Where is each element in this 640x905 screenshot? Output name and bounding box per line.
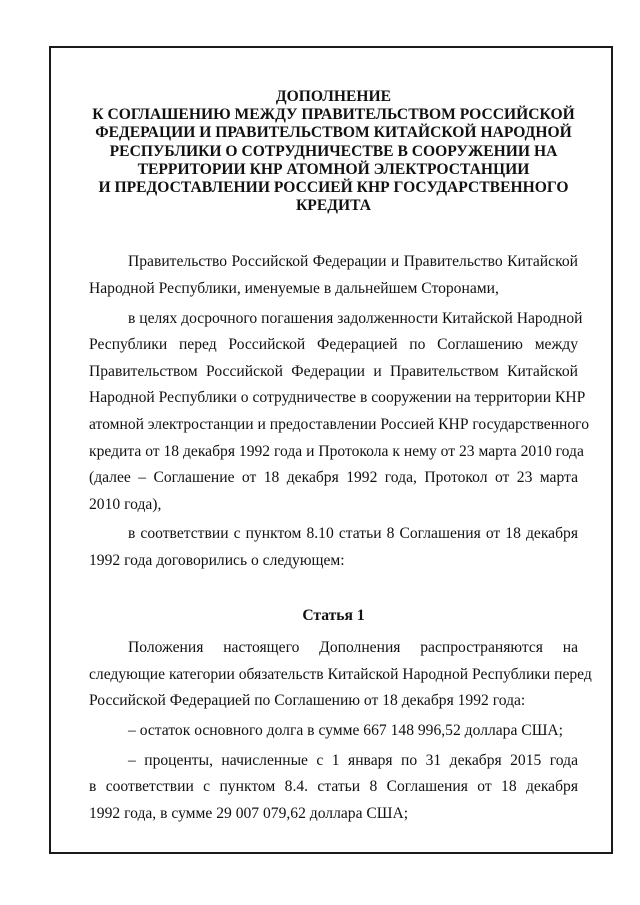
preamble [89,249,592,827]
text-line: 2010 года), [89,495,162,513]
text-line: Положения настоящего Дополнения распространяются на [128,639,578,657]
document-title [89,88,578,215]
text-line: (далее – Соглашение от 18 декабря 1992 года, Протокол от 23 марта [89,469,578,487]
text-line: Российской Федерацией по Соглашению от 18 декабря 1992 года: [89,692,526,710]
text-line: Народной Республики о сотрудничестве в сооружении на территории КНР [89,389,586,407]
title-line: ТЕРРИТОРИИ КНР АТОМНОЙ ЭЛЕКТРОСТАНЦИИ [137,160,530,178]
title-line: КРЕДИТА [296,197,371,215]
article-intro [89,635,592,715]
article-heading: Статья 1 [302,606,365,624]
text-line: в целях досрочного погашения задолженности Китайской Народной [128,309,583,327]
text-line: – остаток основного долга в сумме 667 148 996,52 доллара США; [128,721,564,739]
text-line: в соответствии с пунктом 8.4. статьи 8 Соглашения от 18 декабря [89,778,578,796]
title-line: ФЕДЕРАЦИИ И ПРАВИТЕЛЬСТВОМ КИТАЙСКОЙ НАРОДНОЙ [95,124,572,142]
text-line: в соответствии с пунктом 8.10 статьи 8 Соглашения от 18 декабря [128,525,578,543]
text-line: Правительством Российской Федерации и Правительством Китайской [89,362,578,380]
title-line: РЕСПУБЛИКИ О СОТРУДНИЧЕСТВЕ В СООРУЖЕНИИ НА [109,142,558,160]
text-line: 1992 года, в сумме 29 007 079,62 доллара США; [89,804,409,822]
text-line: следующие категории обязательств Китайской Народной Республики перед [89,665,592,683]
text-line: 1992 года договорились о следующем: [89,551,345,569]
text-line: – проценты, начисленные с 1 января по 31 декабря 2015 года [128,751,578,769]
text-line: Республики перед Российской Федерацией по Соглашению между [89,336,578,354]
preamble-paragraph [89,521,578,574]
text-line: Народной Республики, именуемые в дальнейшем Сторонами, [89,280,499,298]
preamble-paragraph [89,249,578,302]
text-line: атомной электростанции и предоставлении Россией КНР государственного [89,415,589,433]
article-list-item [89,748,578,828]
text-line: кредита от 18 декабря 1992 года и Протокола к нему от 23 марта 2010 года [89,442,584,460]
title-line: И ПРЕДОСТАВЛЕНИИ РОССИЕЙ КНР ГОСУДАРСТВЕННОГО [98,179,569,197]
preamble-paragraph [89,306,589,519]
article-list-item [89,718,578,745]
title-line: ДОПОЛНЕНИЕ [275,88,392,105]
text-line: Правительство Российской Федерации и Правительство Китайской [128,253,578,271]
title-line: К СОГЛАШЕНИЮ МЕЖДУ ПРАВИТЕЛЬСТВОМ РОССИЙСКОЙ [92,106,575,124]
document-body [89,88,592,830]
